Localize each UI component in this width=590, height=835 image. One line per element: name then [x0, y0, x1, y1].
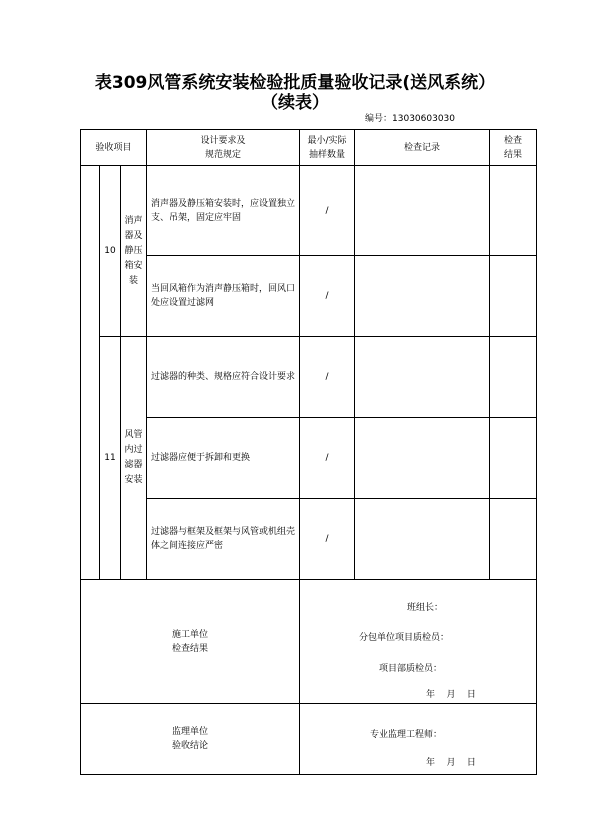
- sub-inspector-label: 分包单位项目质检员：: [359, 633, 450, 643]
- dept-inspector-label: 项目部质检员：: [379, 664, 443, 674]
- supervision-date: 年 月 日: [426, 758, 476, 768]
- sample-count: /: [300, 166, 355, 256]
- header-result: 检查 结果: [490, 130, 537, 166]
- form-code: [365, 111, 455, 124]
- table-header-row: [81, 130, 537, 166]
- record-cell[interactable]: [355, 337, 490, 418]
- sample-count: /: [300, 256, 355, 337]
- result-cell[interactable]: [490, 337, 537, 418]
- header-item: 验收项目: [81, 130, 147, 166]
- left-margin-cell: [81, 166, 100, 580]
- result-cell[interactable]: [490, 499, 537, 580]
- table-row: [81, 418, 537, 499]
- sample-count: /: [300, 499, 355, 580]
- header-design: 设计要求及 规范规定: [147, 130, 300, 166]
- requirement-text: 过滤器应便于拆卸和更换: [147, 418, 300, 499]
- requirement-text: 当回风箱作为消声静压箱时，回风口处应设置过滤网: [147, 256, 300, 337]
- record-cell[interactable]: [355, 418, 490, 499]
- code-label: 编号：: [365, 114, 393, 124]
- result-cell[interactable]: [490, 256, 537, 337]
- page-title: 表309风管系统安装检验批质量验收记录(送风系统）: [94, 73, 496, 93]
- code-value: 13030603030: [392, 114, 456, 124]
- requirement-text: 消声器及静压箱安装时，应设置独立支、吊架，固定应牢固: [147, 166, 300, 256]
- sample-count: /: [300, 337, 355, 418]
- result-cell[interactable]: [490, 166, 537, 256]
- sample-count: /: [300, 418, 355, 499]
- inspection-table: [80, 129, 537, 775]
- group-number: 11: [100, 337, 121, 580]
- header-record: 检查记录: [355, 130, 490, 166]
- record-cell[interactable]: [355, 256, 490, 337]
- construction-label: 施工单位 检查结果: [81, 580, 300, 704]
- group-name: 风管内过滤器安装: [121, 337, 147, 580]
- group-number: 10: [100, 166, 121, 337]
- construction-row: [81, 580, 537, 704]
- table-row: [81, 499, 537, 580]
- table-row: [81, 256, 537, 337]
- table-row: [81, 337, 537, 418]
- supervisor-engineer-label: 专业监理工程师：: [370, 730, 443, 740]
- result-cell[interactable]: [490, 418, 537, 499]
- group-name: 消声器及静压箱安装: [121, 166, 147, 337]
- team-leader-label: 班组长：: [407, 603, 444, 613]
- requirement-text: 过滤器的种类、规格应符合设计要求: [147, 337, 300, 418]
- record-cell[interactable]: [355, 499, 490, 580]
- table-row: [81, 166, 537, 256]
- supervision-label: 监理单位 验收结论: [81, 704, 300, 775]
- page-subtitle: （续表）: [261, 93, 329, 113]
- header-sample: 最小/实际 抽样数量: [300, 130, 355, 166]
- record-cell[interactable]: [355, 166, 490, 256]
- requirement-text: 过滤器与框架及框架与风管或机组壳体之间连接应严密: [147, 499, 300, 580]
- construction-date: 年 月 日: [426, 690, 476, 700]
